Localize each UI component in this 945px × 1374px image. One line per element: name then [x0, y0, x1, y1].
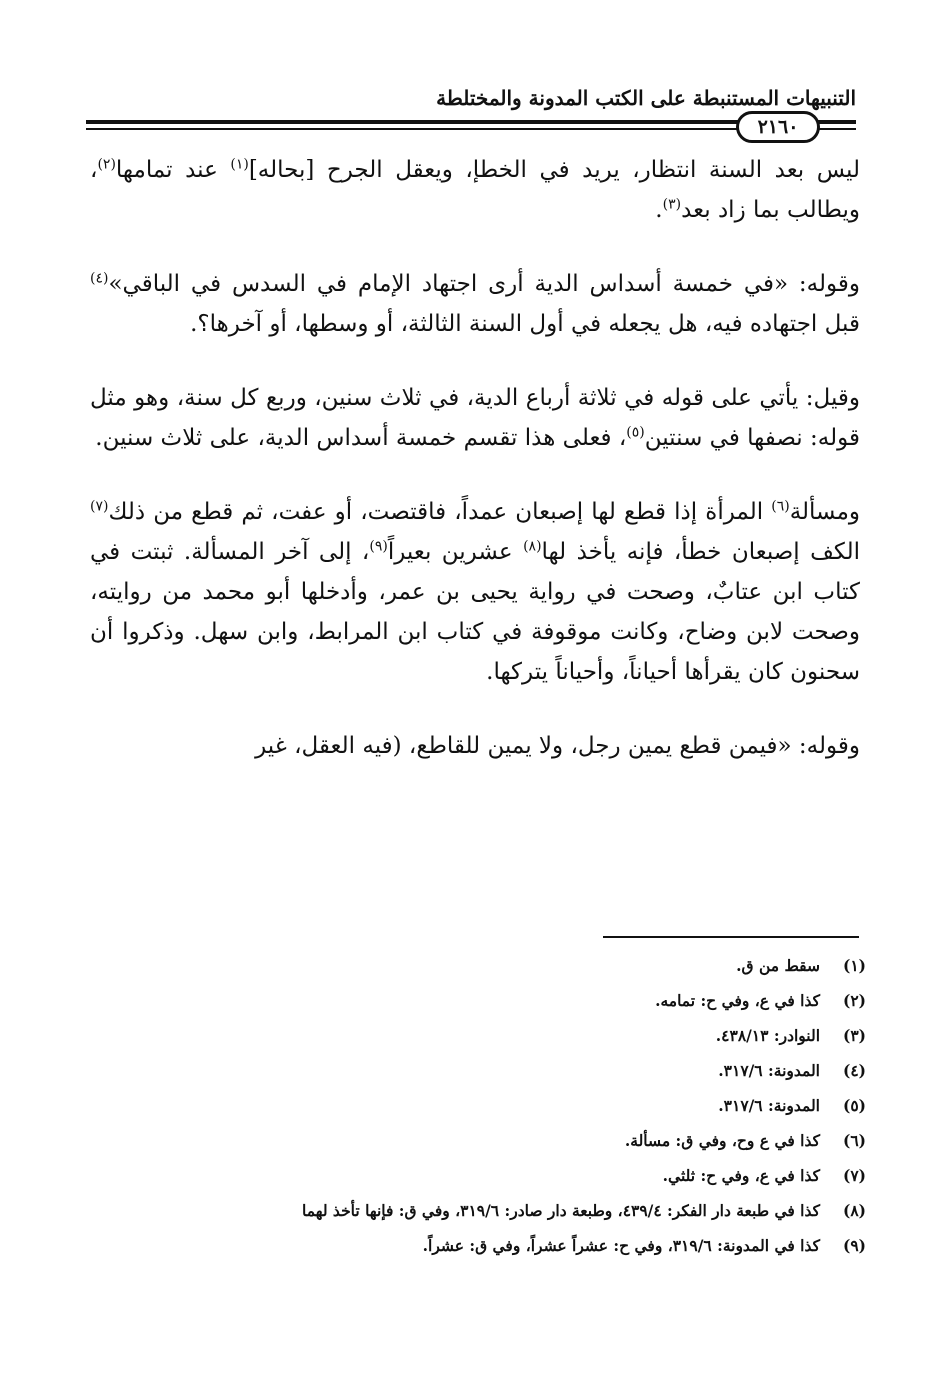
- footnote-item: [96, 953, 866, 988]
- footnote-text: كذا في المدونة: ٣١٩/٦، وفي ح: عشراً عشراً، وفي ق: عشراً.: [422, 1236, 820, 1255]
- footnote-item: [96, 1163, 866, 1198]
- paragraph: [90, 492, 860, 692]
- text-run: المرأة إذا قطع لها إصبعان عمداً، فاقتصت، أو عفت، ثم قطع من ذلك: [108, 499, 772, 525]
- text-run: ليس بعد السنة انتظار، يريد في الخطإ، ويعقل الجرح [بحاله]: [248, 157, 860, 183]
- text-run: وقوله: «فيمن قطع يمين رجل، ولا يمين للقاطع، (فيه العقل، غير: [255, 733, 860, 759]
- footnote-ref: (٧): [90, 498, 109, 515]
- footnote-text: المدونة: ٣١٧/٦.: [718, 1061, 820, 1080]
- footnote-ref: (٨): [523, 538, 542, 555]
- text-run: عشرين بعيراً: [387, 539, 524, 565]
- footnote-number: (٥): [842, 1096, 866, 1115]
- footnote-text: كذا في ع، وفي ح: ثلثي.: [662, 1166, 820, 1185]
- footnote-text: كذا في ع وح، وفي ق: مسألة.: [624, 1131, 820, 1150]
- footnote-ref: (٥): [626, 424, 645, 441]
- page-number: ٢١٦٠: [736, 111, 820, 143]
- text-run: ، ويطالب بما زاد بعد: [90, 157, 860, 223]
- footnote-text: كذا في طبعة دار الفكر: ٤٣٩/٤، وطبعة دار صادر: ٣١٩/٦، وفي ق: فإنها تأخذ لهما: [301, 1201, 820, 1220]
- footnote-ref: (٩): [369, 538, 388, 555]
- footnote-text: كذا في ع، وفي ح: تمامه.: [655, 991, 820, 1010]
- footnote-separator: [603, 936, 859, 938]
- footnote-number: (٨): [842, 1201, 866, 1220]
- footnote-ref: (٤): [90, 270, 109, 287]
- paragraph: [90, 726, 860, 766]
- footnote-number: (٤): [842, 1061, 866, 1080]
- footnote-item: [96, 988, 866, 1023]
- main-text: [90, 150, 860, 800]
- footnote-item: [96, 1198, 866, 1233]
- footnote-text: سقط من ق.: [736, 956, 820, 975]
- text-run: الكف إصبعان خطأ، فإنه يأخذ لها: [541, 539, 861, 565]
- text-run: .: [655, 197, 663, 223]
- footnote-ref: (٦): [771, 498, 790, 515]
- text-run: ، إلى آخر المسألة. ثبتت في كتاب ابن عتابٌ، وصحت في رواية يحيى بن عمر، وأدخلها أبو محمد من روايته، وصحت لابن وضاح، وكانت موقوفة في كتاب ابن المرابط، وابن سهل. وذكروا أن سحنون كان يقرأها أحياناً، وأحياناً يتركها.: [90, 539, 860, 685]
- paragraph: [90, 378, 860, 458]
- footnote-text: المدونة: ٣١٧/٦.: [718, 1096, 820, 1115]
- text-run: وقوله: «في خمسة أسداس الدية أرى اجتهاد الإمام في السدس في الباقي»: [108, 271, 860, 297]
- footnote-item: [96, 1058, 866, 1093]
- footnote-number: (٧): [842, 1166, 866, 1185]
- footnote-number: (٣): [842, 1026, 866, 1045]
- footnote-item: [96, 1128, 866, 1163]
- footnote-number: (١): [842, 956, 866, 975]
- text-run: ومسألة: [789, 499, 860, 525]
- footnotes-list: [96, 953, 866, 1268]
- footnote-ref: (١): [230, 156, 249, 173]
- paragraph: [90, 150, 860, 230]
- text-run: عند تمامها: [115, 157, 231, 183]
- text-run: قبل اجتهاده فيه، هل يجعله في أول السنة الثالثة، أو وسطها، أو آخرها؟.: [190, 311, 860, 337]
- footnote-item: [96, 1233, 866, 1268]
- paragraph: [90, 264, 860, 344]
- footnote-number: (٦): [842, 1131, 866, 1150]
- page-header: [86, 84, 856, 144]
- footnote-item: [96, 1093, 866, 1128]
- footnote-item: [96, 1023, 866, 1058]
- footnote-ref: (٢): [97, 156, 116, 173]
- running-title: التنبيهات المستنبطة على الكتب المدونة والمختلطة: [436, 86, 856, 110]
- footnote-text: النوادر: ٤٣٨/١٣.: [715, 1026, 820, 1045]
- text-run: ، فعلى هذا تقسم خمسة أسداس الدية، على ثلاث سنين.: [95, 425, 627, 451]
- footnote-number: (٩): [842, 1236, 866, 1255]
- footnote-number: (٢): [842, 991, 866, 1010]
- text-run: وقيل: يأتي على قوله في ثلاثة أرباع الدية، في ثلاث سنين، وربع كل سنة، وهو مثل قوله: نصفها في سنتين: [90, 385, 860, 451]
- footnote-ref: (٣): [662, 196, 682, 213]
